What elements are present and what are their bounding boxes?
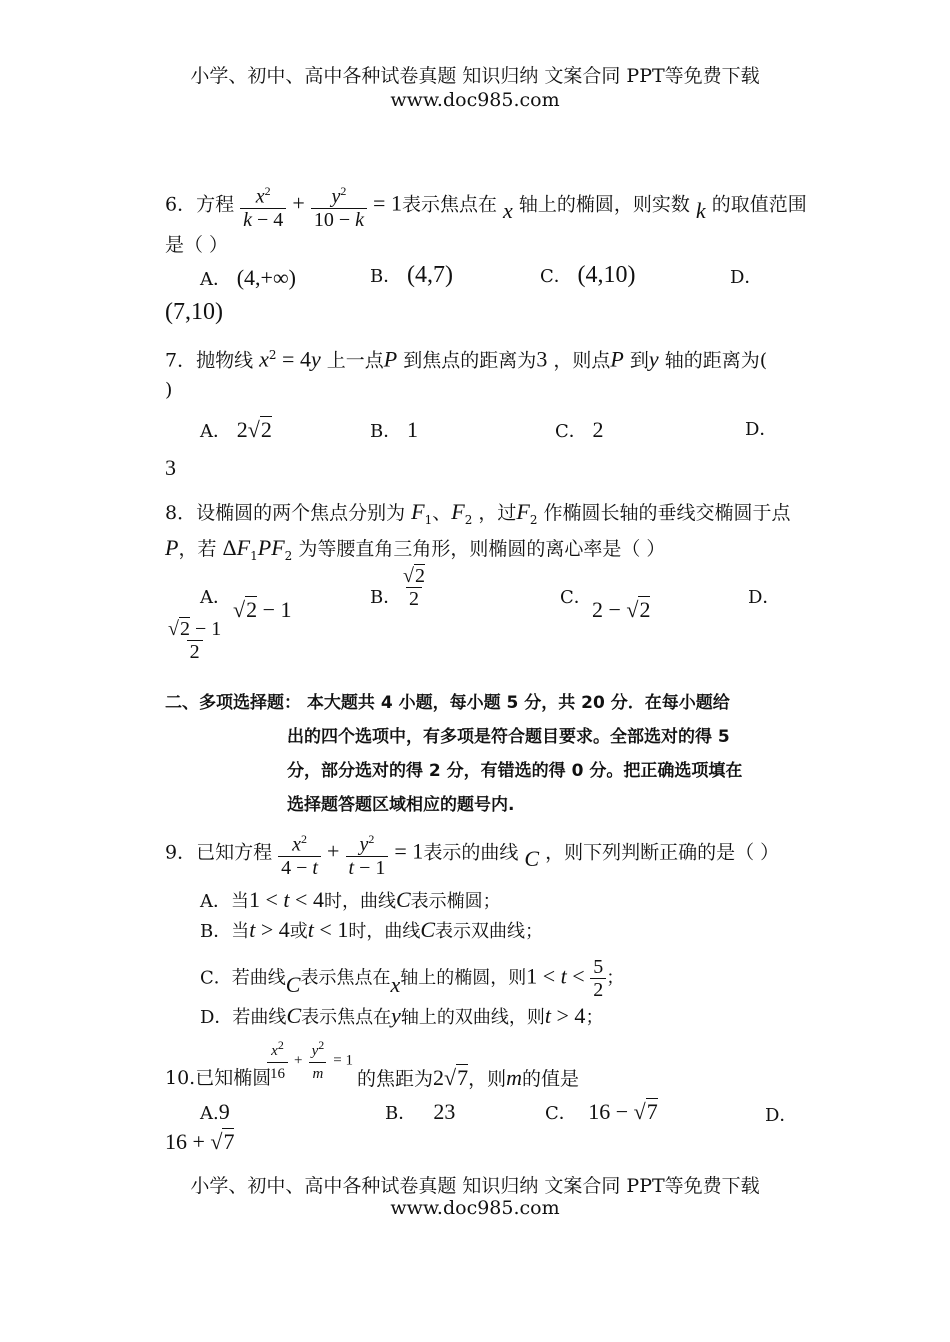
page-footer-line1: 小学、初中、高中各种试卷真题 知识归纳 文案合同 PPT等免费下载 xyxy=(190,1175,760,1197)
q6-fraction-1: $\frac{x^2}{k - 4}$ xyxy=(240,180,286,231)
q8-option-b-label: B． xyxy=(370,587,402,608)
q6-option-d: D． xyxy=(730,267,763,288)
q10-text: 的焦距为2√7，则m的值是 xyxy=(357,1065,580,1090)
q8-line2: P，若 $\Delta F_1PF_2$ 为等腰直角三角形，则椭圆的离心率是（ ） xyxy=(165,535,666,563)
q8-option-d-label: D． xyxy=(748,587,781,608)
q9-option-d: D．若曲线C表示焦点在y轴上的双曲线，则t > 4； xyxy=(200,1003,604,1028)
q6-line2: 是（ ） xyxy=(165,234,229,256)
section-2-title: 二、多项选择题： 本大题共 4 小题，每小题 5 分，共 20 分．在每小题给 xyxy=(165,693,730,713)
question-7: 7．抛物线 $x^2 = 4y$ 上一点P 到焦点的距离为3 ，则点P 到y 轴的距离为( xyxy=(165,346,768,372)
q6-fraction-2: $\frac{y^2}{10 - k}$ xyxy=(311,180,367,231)
question-9: 9．已知方程 $\frac{x^2}{4 - t}$ + $\frac{y^2}{t - 1}$ = 1表示的曲线 C ，则下列判断正确的是（ ） xyxy=(165,832,780,879)
q7-option-c: C． 2 xyxy=(555,417,604,442)
q9-option-a: A．当1 < t < 4时，曲线C表示椭圆； xyxy=(200,887,501,912)
q7-option-d: D． xyxy=(745,419,778,440)
q10-label: 10.已知椭圆 xyxy=(165,1067,272,1089)
section-2-line3: 分，部分选对的得 2 分，有错选的得 0 分。把正确选项填在 xyxy=(287,761,743,781)
q8-option-a-label: A． xyxy=(200,587,231,608)
q10-option-b: B． 23 xyxy=(385,1099,456,1124)
q7-option-b: B． 1 xyxy=(370,417,418,442)
q8-option-d-value: $\frac{√2 - 1}{2}$ xyxy=(168,618,222,663)
q7-option-a: A． 2√2 xyxy=(200,417,272,442)
page-footer-url: www.doc985.com xyxy=(390,1197,560,1219)
section-2-line4: 选择题答题区域相应的题号内. xyxy=(287,795,515,815)
question-6: 6．方程 $\frac{x^2}{k - 4}$ + $\frac{y^2}{10 - k}$ = 1表示焦点在 x 轴上的椭圆，则实数 k 的取值范围 xyxy=(165,180,807,231)
q10-equation: $\frac{x^2}{16}$ + $\frac{y^2}{m}$ = 1 xyxy=(267,1034,353,1085)
q6-option-c: C． (4,10) xyxy=(540,262,636,288)
q6-option-d-value: (7,10) xyxy=(165,299,223,325)
q10-option-d: D． xyxy=(765,1105,798,1126)
q10-option-d-value: 16 + √7 xyxy=(165,1129,235,1154)
q10-option-c: C． 16 − √7 xyxy=(545,1099,658,1124)
q6-number: 6．方程 xyxy=(165,193,235,216)
q9-option-b: B．当t > 4或t < 1时，曲线C表示双曲线； xyxy=(200,917,544,942)
q10-option-a: A.9 xyxy=(200,1099,230,1124)
q7-line2: ) xyxy=(165,379,173,401)
q9-option-c: C．若曲线C表示焦点在x轴上的椭圆，则1 < t < $\frac{5}{2}$ ； xyxy=(200,956,625,1001)
page-header-url: www.doc985.com xyxy=(390,89,560,111)
question-8: 8．设椭圆的两个焦点分别为 $F_1$、$F_2$ ，过$F_2$ 作椭圆长轴的垂线交椭圆于点 xyxy=(165,499,791,527)
q6-option-b: B． (4,7) xyxy=(370,262,453,288)
q8-option-b-value: $\frac{√2}{2}$ xyxy=(403,565,425,610)
q7-option-d-value: 3 xyxy=(165,455,176,480)
q8-option-c-value: 2 − √2 xyxy=(592,597,651,622)
q8-option-c-label: C． xyxy=(560,587,592,608)
q6-option-a: A． (4,+∞) xyxy=(200,265,296,290)
section-2-line2: 出的四个选项中，有多项是符合题目要求。全部选对的得 5 xyxy=(287,727,730,747)
page-header-line1: 小学、初中、高中各种试卷真题 知识归纳 文案合同 PPT等免费下载 xyxy=(190,65,760,87)
q8-option-a-value: √2 − 1 xyxy=(233,597,292,622)
